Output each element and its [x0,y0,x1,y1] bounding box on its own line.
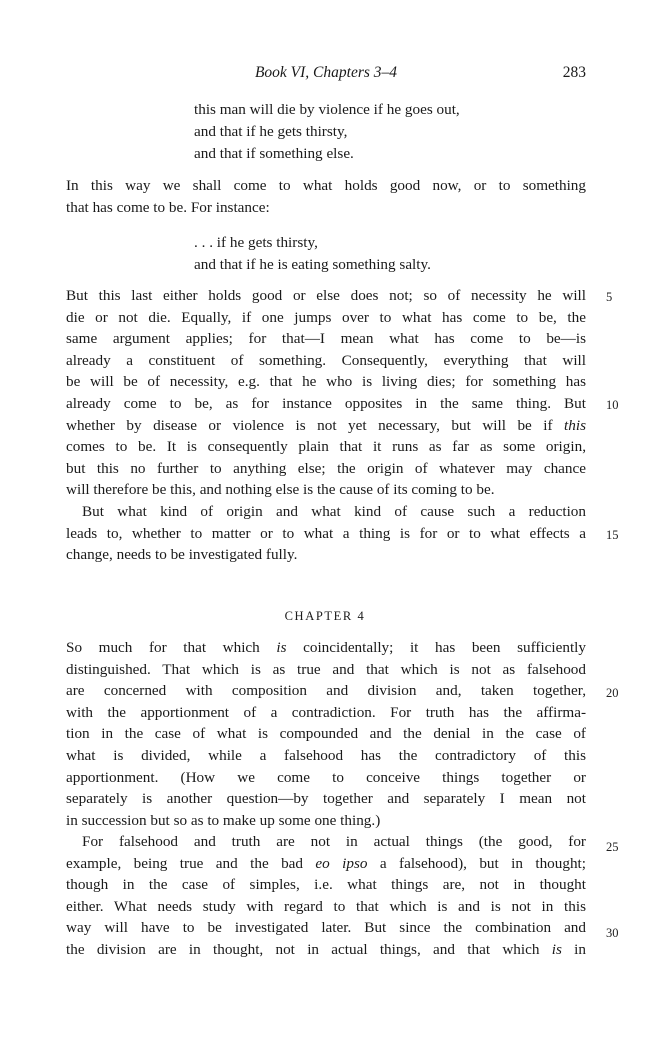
text-line: that has come to be. For instance: [66,198,270,216]
text-line: leads to, whether to matter or to what a thing is for or to what effects a [66,524,586,542]
text-line: apportionment. (How we come to conceive things together or [66,768,586,786]
page-number: 283 [562,64,586,81]
line-number-margin: 30 [606,926,619,940]
running-head [66,64,586,88]
text-segment: a falsehood), but in thought; [367,854,586,872]
text-line [66,415,586,437]
line-number-margin: 10 [606,398,619,412]
quote-line: and that if he is eating something salty. [194,256,431,273]
italic-word: is [276,639,287,656]
italic-phrase: eo ipso [315,854,368,872]
text-segment: in [561,940,586,958]
text-segment: the division are in thought, not in actual things, and that which [66,940,552,958]
quote-line: and that if he gets thirsty, [194,123,348,140]
text-segment: So much for that which [66,639,277,656]
line-number-margin: 15 [606,528,619,542]
text-line: In this way we shall come to what holds good now, or to something [66,177,586,194]
text-line: For falsehood and truth are not in actual things (the good, for [82,833,586,850]
text-segment: whether by disease or violence is not yet necessary, but will be if [66,416,565,434]
quote-line: . . . if he gets thirsty, [194,234,318,251]
text-line: be will be of necessity, e.g. that he who is living dies; for something has [66,373,586,391]
text-line: way will have to be investigated later. But since the combination and [66,919,586,937]
text-line: But this last either holds good or else does not; so of necessity he will [66,287,586,304]
paragraph-four [66,637,586,831]
italic-word: is [551,940,562,958]
text-line: though in the case of simples, i.e. what things are, not in thought [66,876,586,894]
paragraph-five [66,831,586,961]
line-number-margin: 25 [606,840,619,854]
text-segment: example, being true and the bad [66,854,316,872]
quote-line: and that if something else. [194,145,354,162]
paragraph-two [66,285,586,501]
italic-word: this [564,416,586,434]
paragraph-three [66,501,586,566]
text-segment: coincidentally; it has been sufficiently [286,639,586,656]
text-line: either. What needs study with regard to that which is and is not in this [66,897,586,915]
text-line: are concerned with composition and division and, taken together, [66,682,586,700]
text-line: But what kind of origin and what kind of cause such a reduction [82,503,586,520]
text-line: already come to be, as for instance opposites in the same thing. But [66,394,586,412]
text-line: separately is another question—by together and separately I mean not [66,790,586,808]
text-line: change, needs to be investigated fully. [66,546,298,564]
text-line [66,939,586,961]
text-line [66,637,586,659]
text-line: with the apportionment of a contradiction. For truth has the affirma- [66,703,586,721]
quote-line: this man will die by violence if he goes out, [194,101,460,118]
quote-block-two [194,232,554,276]
text-line: same argument applies; for that—I mean what has come to be—is [66,330,586,348]
text-line: will therefore be this, and nothing else is the cause of its coming to be. [66,481,495,499]
chapter-heading: CHAPTER 4 [284,609,366,623]
text-line: what is divided, while a falsehood has the contradictory of this [66,746,586,764]
line-number-margin: 5 [606,290,613,304]
text-line: already a constituent of something. Consequently, everything that will [66,351,586,369]
paragraph-one [66,175,586,218]
quote-block-one [194,99,554,165]
text-line [66,853,586,875]
text-line: die or not die. Equally, if one jumps over to what has come to be, the [66,308,586,326]
line-number-margin: 20 [606,686,619,700]
text-line: but this no further to anything else; the origin of whatever may chance [66,459,586,477]
text-line: tion in the case of what is compounded and the denial in the case of [66,725,586,743]
running-title: Book VI, Chapters 3–4 [254,64,398,81]
text-line: comes to be. It is consequently plain that it runs as far as some origin, [66,438,586,456]
text-line: in succession but so as to make up some one thing.) [66,811,381,829]
text-line: distinguished. That which is as true and that which is not as falsehood [66,660,586,678]
